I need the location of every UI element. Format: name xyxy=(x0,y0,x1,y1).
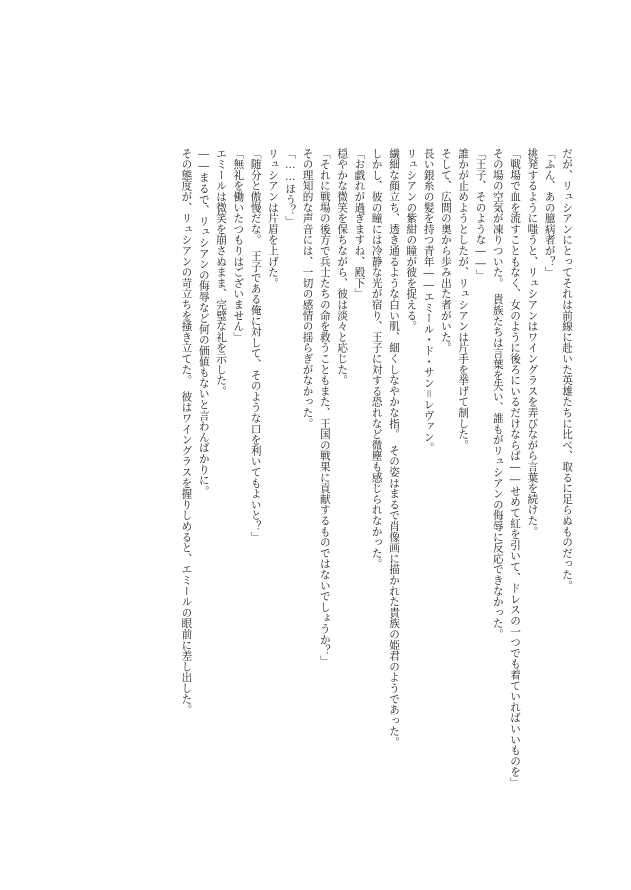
text-line: だが、リュシアンにとってそれは前線に赴いた英雄たちに比べ、取るに足らぬものだった。 xyxy=(561,148,573,591)
text-line: 繊細な顔立ち、透き通るような白い肌、細くしなやかな指。 その姿はまるで肖像画に描かれた貴族の姫君のようであった。 xyxy=(388,148,401,748)
text-line: そして、広間の奥から歩み出た者がいた。 xyxy=(439,148,452,354)
text-line: 「ふん、あの臆病者が？」 xyxy=(543,148,556,278)
text-line: 長い銀糸の髪を持つ青年――エミール・ド・サン＝レヴァン。 xyxy=(422,148,435,454)
text-line: その場の空気が凍りついた。 貴族たちは言葉を失い、誰もがリュシアンの侮辱に反応できなかった。 xyxy=(491,148,504,640)
text-line: 「無礼を働いたつもりはございません」 xyxy=(232,148,245,343)
text-line: 誰かが止めようとしたが、リュシアンは片手を挙げて制した。 xyxy=(457,148,470,451)
text-line: 「王子、そのような――」 xyxy=(474,148,487,281)
text-line: 挑発するように嗤うと、リュシアンはワイングラスを弄びながら言葉を続けた。 xyxy=(526,148,539,537)
text-line: 穏やかな微笑を保ちながら、彼は淡々と応じた。 xyxy=(336,148,349,386)
text-line: 「随分と傲慢だな。 王子である俺に対して、そのような口を利いてもよいと？」 xyxy=(249,148,262,543)
text-line: 「それに戦場の後方で兵士たちの命を救うこともまた、王国の戦果に貢献するものではないでしょうか？」 xyxy=(318,148,331,667)
text-line: 「お戯れが過ぎますね、殿下」 xyxy=(353,148,366,300)
text-line: その態度が、リュシアンの苛立ちを掻き立てた。 彼はワイングラスを握りしめると、エミールの眼前に差し出した。 xyxy=(180,148,193,716)
text-line: その理知的な声音には、一切の感情の揺らぎがなかった。 xyxy=(301,148,314,429)
text-line: リュシアンの紫紺の瞳が彼を捉える。 xyxy=(405,148,418,332)
text-line: 「戦場で血を流すこともなく、女のように後ろにいるだけならば――せめて紅を引いて、ドレスの一つでも着ていればいいものを」 xyxy=(509,148,522,788)
vertical-text-body xyxy=(45,148,575,788)
text-line: リュシアンは片眉を上げた。 xyxy=(266,148,279,289)
text-line: ――まるで、リュシアンの侮辱など何の価値もないと言わんばかりに。 xyxy=(197,148,210,497)
text-line: 「……ほう？」 xyxy=(284,148,297,227)
text-line: しかし、彼の瞳には冷静な光が宿り、王子に対する恐れなど微塵も感じられなかった。 xyxy=(370,148,383,570)
text-line: エミールは微笑を崩さぬまま、完璧な礼を示した。 xyxy=(215,148,228,397)
